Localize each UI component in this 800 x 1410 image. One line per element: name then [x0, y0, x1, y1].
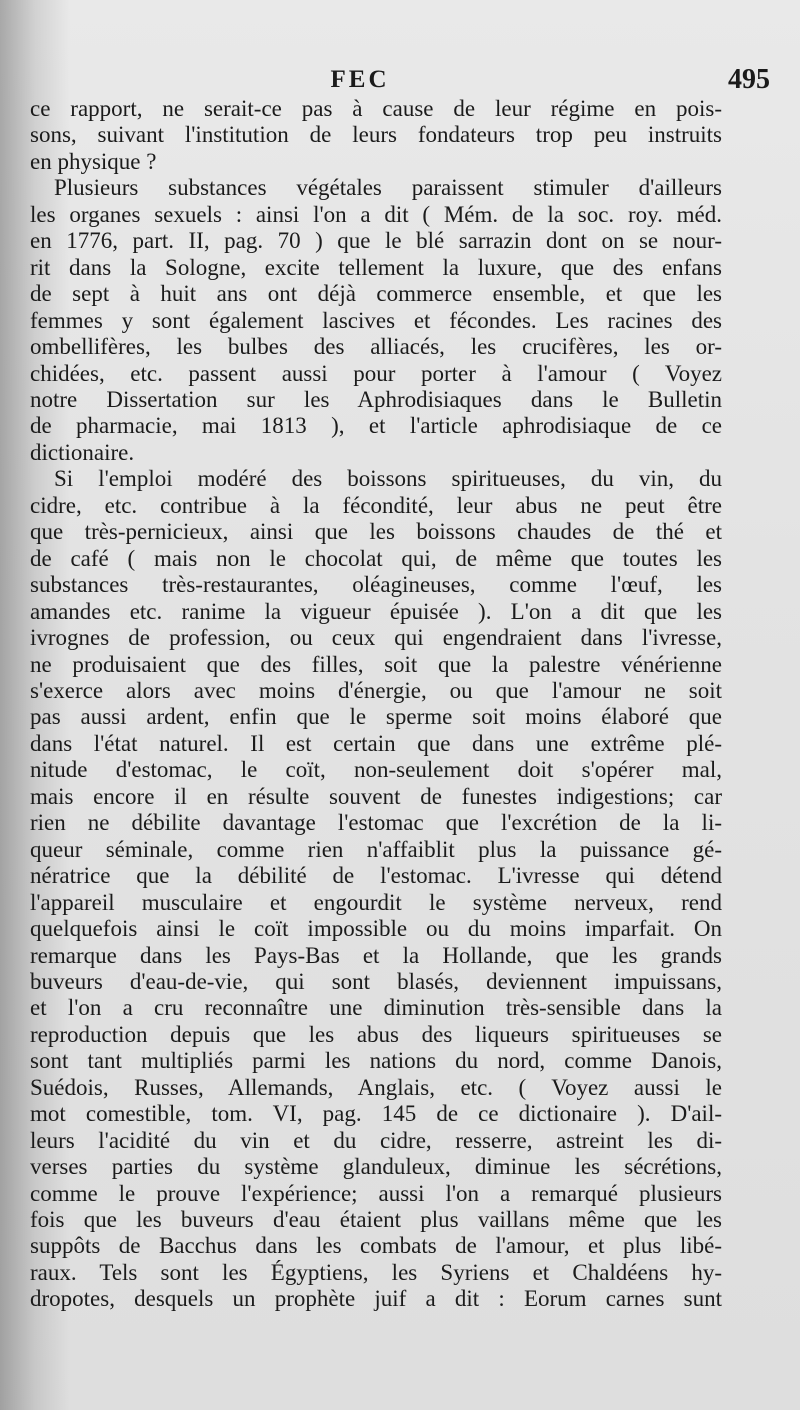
- text-line: dans l'état naturel. Il est certain que dans une extrême plé-: [30, 730, 722, 756]
- page-number: 495: [728, 64, 770, 95]
- text-line: rien ne débilite davantage l'estomac que l'excrétion de la li-: [30, 810, 722, 836]
- text-line: Suédois, Russes, Allemands, Anglais, etc. ( Voyez aussi le: [30, 1074, 722, 1100]
- paragraph-2: [30, 175, 722, 466]
- text-line: Si l'emploi modéré des boissons spiritueuses, du vin, du: [54, 466, 722, 492]
- text-line: en 1776, part. II, pag. 70 ) que le blé sarrazin dont on se nour-: [30, 228, 722, 254]
- text-line: nératrice que la débilité de l'estomac. L'ivresse qui détend: [30, 863, 722, 889]
- text-line: quelquefois ainsi le coït impossible ou du moins imparfait. On: [30, 916, 722, 942]
- text-line: comme le prouve l'expérience; aussi l'on a remarqué plusieurs: [30, 1180, 722, 1206]
- text-line: substances très-restaurantes, oléagineuses, comme l'œuf, les: [30, 572, 722, 598]
- text-line: leurs l'acidité du vin et du cidre, resserre, astreint les di-: [30, 1127, 722, 1153]
- text-line: mot comestible, tom. VI, pag. 145 de ce dictionaire ). D'ail-: [30, 1101, 722, 1127]
- text-line: ivrognes de profession, ou ceux qui engendraient dans l'ivresse,: [30, 625, 722, 651]
- text-line: chidées, etc. passent aussi pour porter à l'amour ( Voyez: [30, 360, 722, 386]
- text-line: de pharmacie, mai 1813 ), et l'article aphrodisiaque de ce: [30, 413, 722, 439]
- text-line: en physique ?: [30, 148, 157, 174]
- paragraph-3: [30, 466, 722, 1313]
- body-text: [30, 96, 722, 1313]
- text-line: amandes etc. ranime la vigueur épuisée ). L'on a dit que les: [30, 598, 722, 624]
- text-line: queur séminale, comme rien n'affaiblit plus la puissance gé-: [30, 836, 722, 862]
- text-line: reproduction depuis que les abus des liqueurs spiritueuses se: [30, 1021, 722, 1047]
- running-head: [0, 58, 800, 98]
- text-line: s'exerce alors avec moins d'énergie, ou que l'amour ne soit: [30, 677, 722, 703]
- paragraph-1: [30, 96, 722, 175]
- text-line: pas aussi ardent, enfin que le sperme soit moins élaboré que: [30, 704, 722, 730]
- text-line: notre Dissertation sur les Aphrodisiaques dans le Bulletin: [30, 386, 722, 412]
- text-line: ne produisaient que des filles, soit que la palestre vénérienne: [30, 651, 722, 677]
- text-line: dictionaire.: [30, 439, 135, 465]
- text-line: et l'on a cru reconnaître une diminution très-sensible dans la: [30, 995, 722, 1021]
- text-line: ombellifères, les bulbes des alliacés, les crucifères, les or-: [30, 334, 722, 360]
- text-line: de sept à huit ans ont déjà commerce ensemble, et que les: [30, 281, 722, 307]
- text-line: de café ( mais non le chocolat qui, de même que toutes les: [30, 545, 722, 571]
- text-line: ce rapport, ne serait-ce pas à cause de leur régime en pois-: [30, 96, 722, 121]
- text-line: cidre, etc. contribue à la fécondité, leur abus ne peut être: [30, 492, 722, 518]
- text-line: verses parties du système glanduleux, diminue les sécrétions,: [30, 1154, 722, 1180]
- text-line: rit dans la Sologne, excite tellement la luxure, que des enfans: [30, 254, 722, 280]
- running-head-title: FEC: [330, 66, 390, 93]
- text-line: sont tant multipliés parmi les nations du nord, comme Danois,: [30, 1048, 722, 1074]
- text-line: remarque dans les Pays-Bas et la Hollande, que les grands: [30, 942, 722, 968]
- text-line: les organes sexuels : ainsi l'on a dit ( Mém. de la soc. roy. méd.: [30, 201, 722, 227]
- text-line: Plusieurs substances végétales paraissent stimuler d'ailleurs: [54, 175, 722, 201]
- text-line: fois que les buveurs d'eau étaient plus vaillans même que les: [30, 1207, 722, 1233]
- text-line: mais encore il en résulte souvent de funestes indigestions; car: [30, 783, 722, 809]
- text-line: buveurs d'eau-de-vie, qui sont blasés, deviennent impuissans,: [30, 968, 722, 994]
- text-line: dropotes, desquels un prophète juif a dit : Eorum carnes sunt: [30, 1286, 722, 1312]
- text-line: que très-pernicieux, ainsi que les boissons chaudes de thé et: [30, 519, 722, 545]
- text-line: femmes y sont également lascives et fécondes. Les racines des: [30, 307, 722, 333]
- text-line: sons, suivant l'institution de leurs fondateurs trop peu instruits: [30, 122, 722, 148]
- text-line: suppôts de Bacchus dans les combats de l'amour, et plus libé-: [30, 1233, 722, 1259]
- text-line: nitude d'estomac, le coït, non-seulement doit s'opérer mal,: [30, 757, 722, 783]
- text-line: l'appareil musculaire et engourdit le système nerveux, rend: [30, 889, 722, 915]
- text-line: raux. Tels sont les Égyptiens, les Syriens et Chaldéens hy-: [30, 1259, 722, 1285]
